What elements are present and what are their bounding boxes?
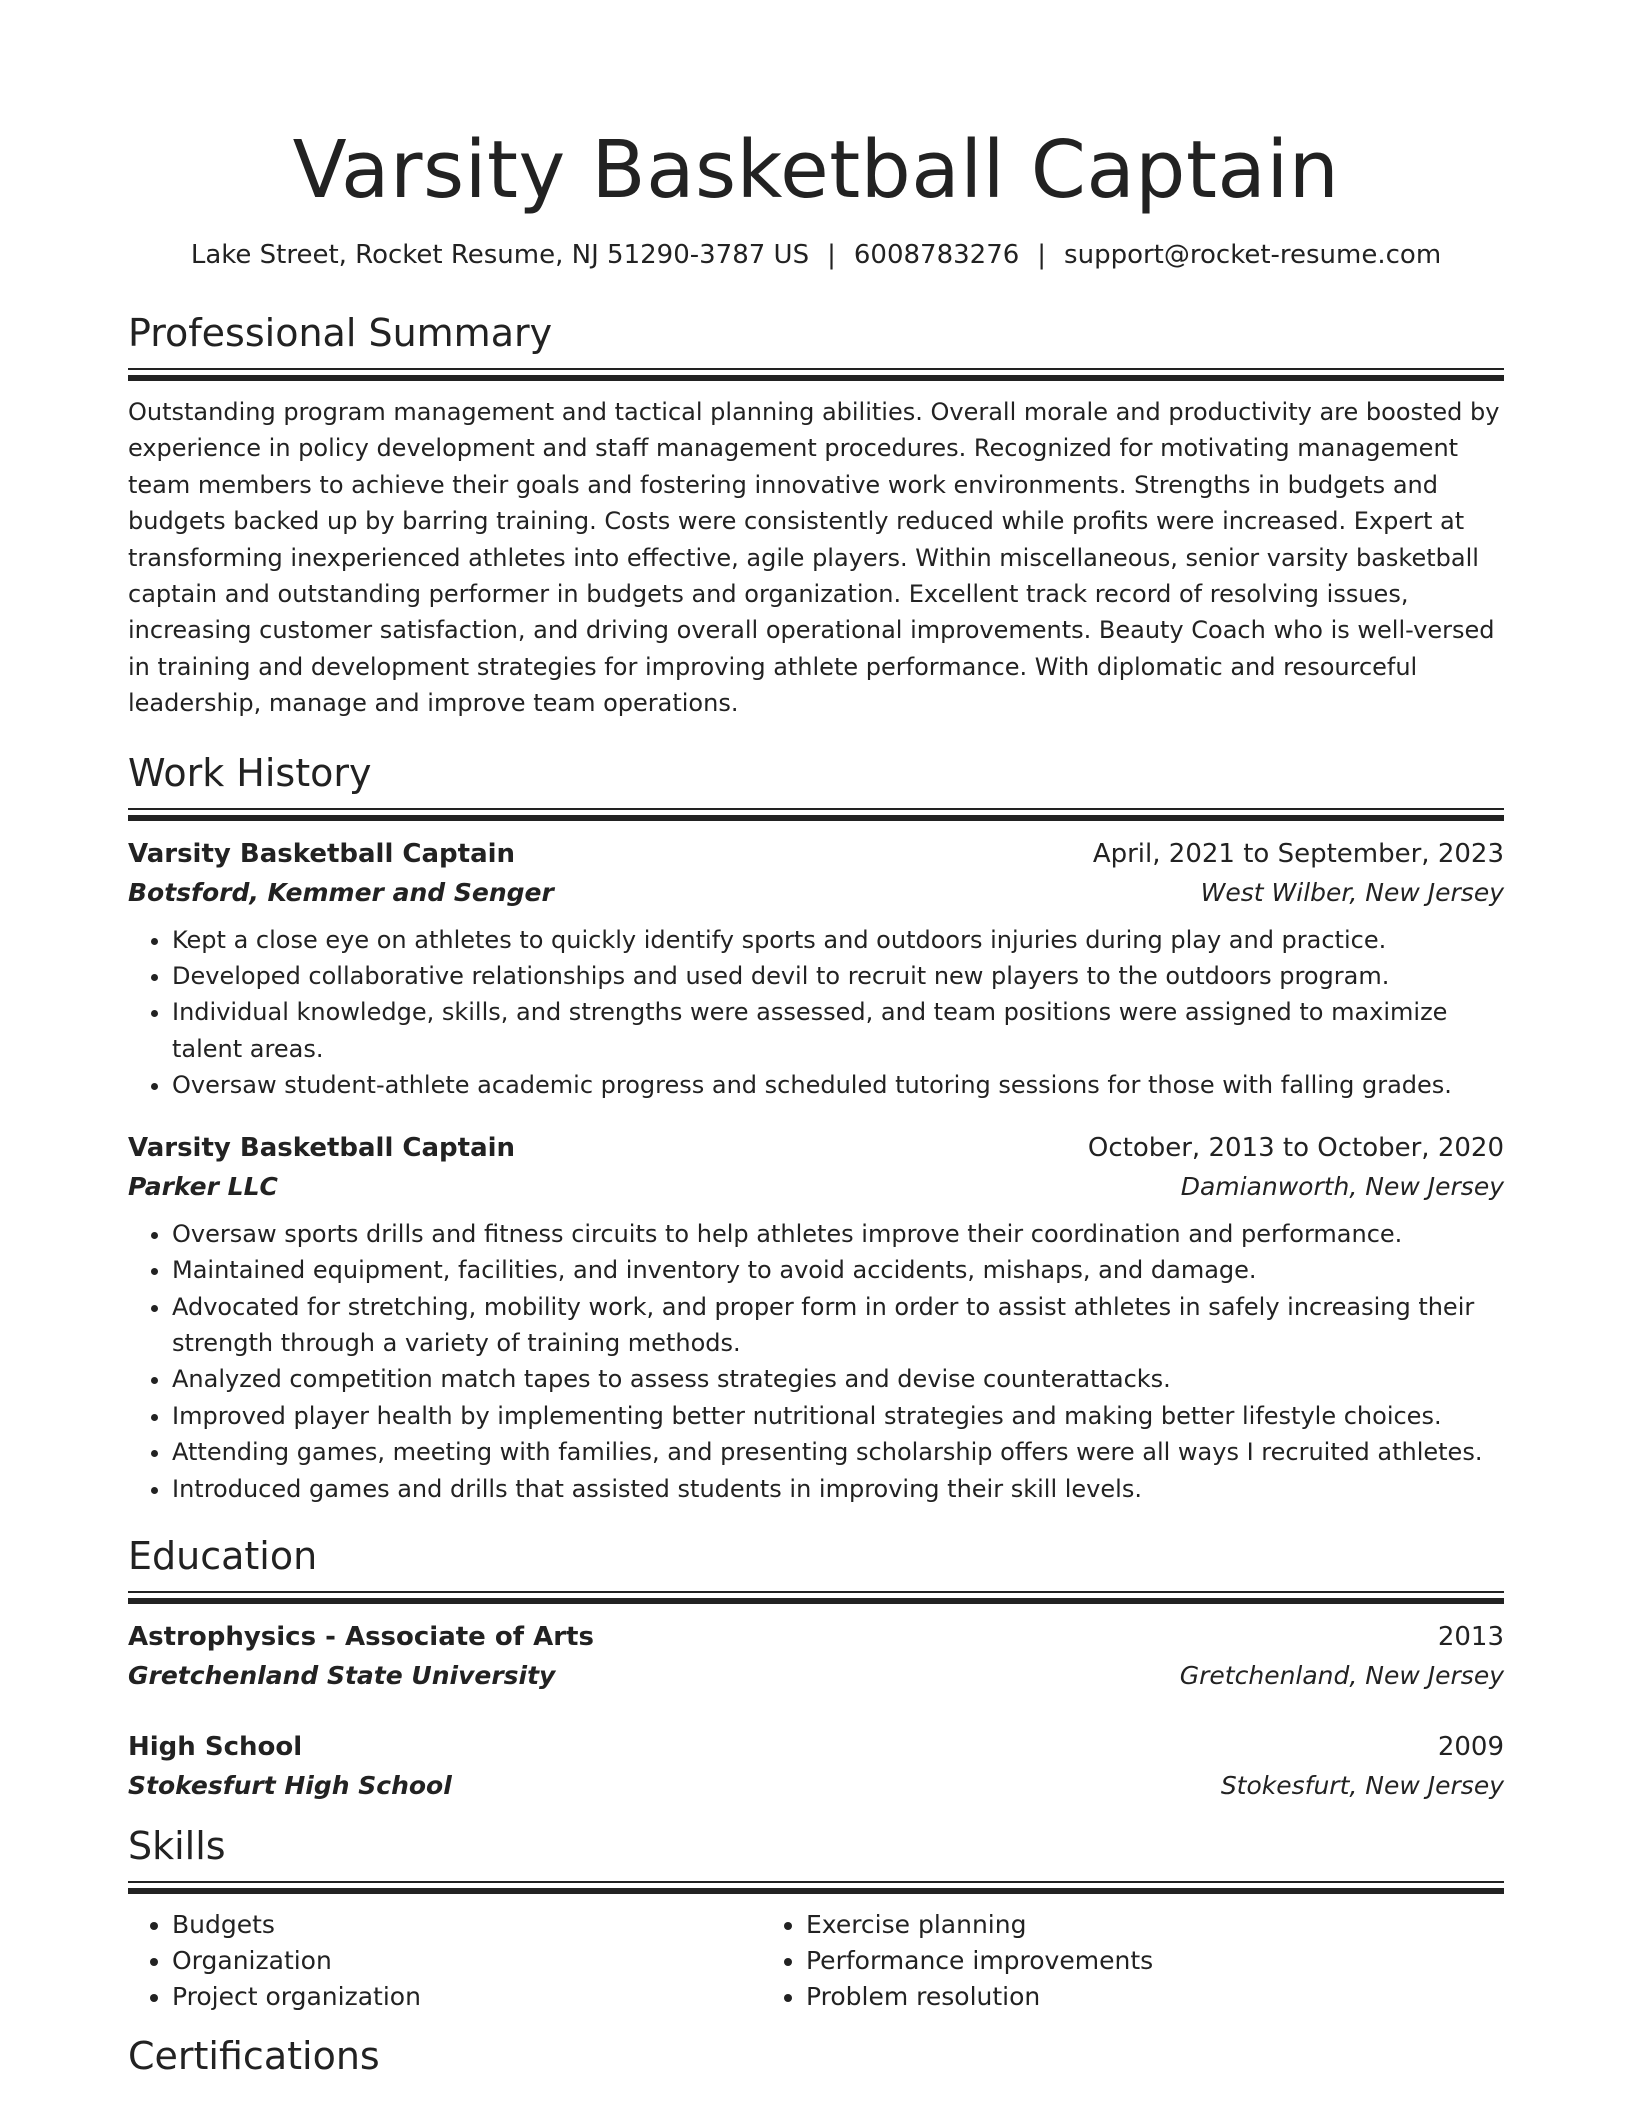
certifications-section	[128, 2031, 1504, 2081]
job-company: Botsford, Kemmer and Senger	[128, 877, 554, 907]
skills-section	[128, 1821, 1504, 2015]
section-title-work: Work History	[128, 750, 372, 795]
contact-email: support@rocket-resume.com	[1064, 240, 1442, 270]
job-title: Varsity Basketball Captain	[128, 1132, 516, 1163]
job-title: Varsity Basketball Captain	[128, 838, 516, 869]
list-item: • Advocated for stretching, mobility work, and proper form in order to assist athletes in safely increasing their strength through a variety of training methods.	[172, 1289, 1504, 1362]
skills-list-right	[762, 1907, 1396, 2015]
list-item: • Attending games, meeting with families, and presenting scholarship offers were all ways I recruited athletes.	[172, 1434, 1504, 1470]
list-item: • Oversaw sports drills and fitness circuits to help athletes improve their coordination and performance.	[172, 1216, 1504, 1252]
section-divider	[128, 368, 1504, 382]
skill-item: • Project organization	[172, 1979, 762, 2015]
list-item: • Developed collaborative relationships and used devil to recruit new players to the outdoors program.	[172, 958, 1504, 994]
education-year: 2009	[1437, 1731, 1504, 1762]
section-title-summary: Professional Summary	[128, 311, 553, 355]
contact-address: Lake Street, Rocket Resume, NJ 51290-3787 US	[190, 240, 810, 270]
skill-item: • Organization	[172, 1943, 762, 1979]
section-divider	[128, 1591, 1504, 1605]
skills-columns	[128, 1907, 1504, 2015]
education-year: 2013	[1437, 1621, 1504, 1652]
section-divider	[128, 808, 1504, 822]
education-entry	[128, 1617, 1504, 1695]
job-dates: October, 2013 to October, 2020	[1087, 1132, 1504, 1163]
education-degree: High School	[128, 1731, 303, 1762]
resume-content	[128, 0, 1504, 2081]
job-bullets	[128, 922, 1504, 1104]
job-entry	[128, 1128, 1504, 1507]
education-entry	[128, 1727, 1504, 1805]
education-school: Stokesfurt High School	[128, 1770, 452, 1800]
job-entry	[128, 834, 1504, 1104]
list-item: • Kept a close eye on athletes to quickly identify sports and outdoors injuries during play and practice.	[172, 922, 1504, 958]
job-bullets	[128, 1216, 1504, 1507]
education-location: Gretchenland, New Jersey	[1179, 1660, 1504, 1690]
skills-list-left	[128, 1907, 762, 2015]
contact-separator: |	[1037, 240, 1047, 270]
section-divider	[128, 1881, 1504, 1895]
resume-name: Varsity Basketball Captain	[292, 124, 1340, 216]
education-section	[128, 1531, 1504, 1805]
contact-separator: |	[827, 240, 836, 270]
skill-item: • Budgets	[172, 1907, 762, 1943]
education-degree: Astrophysics - Associate of Arts	[128, 1621, 594, 1652]
summary-section	[128, 308, 1504, 722]
contact-phone: 6008783276	[853, 240, 1020, 270]
list-item: • Individual knowledge, skills, and strengths were assessed, and team positions were assigned to maximize talent areas.	[172, 994, 1504, 1067]
job-dates: April, 2021 to September, 2023	[1092, 838, 1504, 869]
education-location: Stokesfurt, New Jersey	[1220, 1770, 1504, 1800]
job-company: Parker LLC	[128, 1171, 278, 1201]
work-section	[128, 748, 1504, 1507]
education-school: Gretchenland State University	[128, 1660, 556, 1690]
summary-text: Outstanding program management and tactical planning abilities. Overall morale and productivity are boosted by experience in policy development and staff management procedures. Recognized for motivating management team members to achieve their goals and fostering innovative work environments. Strengths in budgets and budgets backed up by barring training. Costs were consistently reduced while profits were increased. Expert at transforming inexperienced athletes into effective, agile players. Within miscellaneous, senior varsity basketball captain and outstanding performer in budgets and organization. Excellent track record of resolving issues, increasing customer satisfaction, and driving overall operational improvements. Beauty Coach who is well-versed in training and development strategies for improving athlete performance. With diplomatic and resourceful leadership, manage and improve team operations.	[128, 398, 1500, 718]
list-item: • Introduced games and drills that assisted students in improving their skill levels.	[172, 1471, 1504, 1507]
section-title-certifications: Certifications	[128, 2033, 380, 2078]
skill-item: • Performance improvements	[806, 1943, 1396, 1979]
section-title-skills: Skills	[128, 1823, 226, 1868]
section-title-education: Education	[128, 1533, 318, 1578]
job-location: Damianworth, New Jersey	[1180, 1171, 1504, 1201]
contact-line	[128, 238, 1504, 272]
job-location: West Wilber, New Jersey	[1200, 877, 1504, 907]
list-item: • Improved player health by implementing better nutritional strategies and making better lifestyle choices.	[172, 1398, 1504, 1434]
skill-item: • Exercise planning	[806, 1907, 1396, 1943]
list-item: • Oversaw student-athlete academic progress and scheduled tutoring sessions for those with falling grades.	[172, 1067, 1504, 1103]
skill-item: • Problem resolution	[806, 1979, 1396, 2015]
list-item: • Analyzed competition match tapes to assess strategies and devise counterattacks.	[172, 1361, 1504, 1397]
list-item: • Maintained equipment, facilities, and inventory to avoid accidents, mishaps, and damage.	[172, 1252, 1504, 1288]
